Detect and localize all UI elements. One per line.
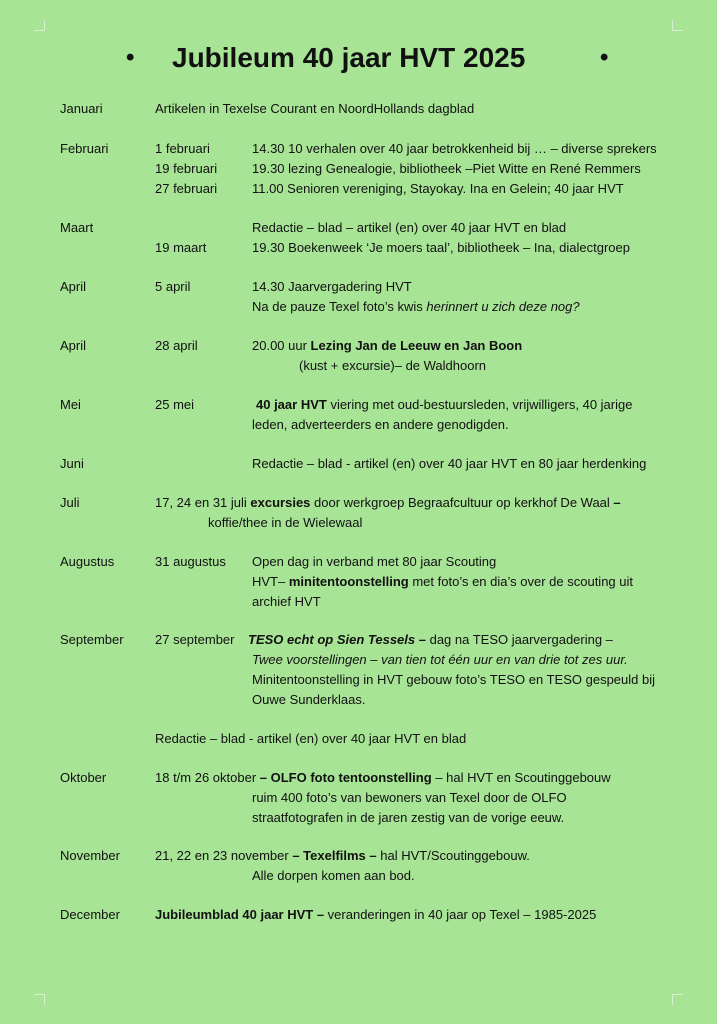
mei-text-1-bold: 40 jaar HVT — [256, 397, 327, 412]
maart-date: 19 maart — [155, 240, 207, 255]
april-2-text-1-plain: 20.00 uur — [252, 338, 311, 353]
oktober-text-1-a: 18 t/m 26 oktober — [155, 770, 260, 785]
september-text-3: Minitentoonstelling in HVT gebouw foto’s TESO en TESO gespeuld bij — [252, 672, 655, 687]
april-1-text-2 — [252, 297, 580, 316]
april-2-text-1 — [252, 336, 522, 355]
juli-text-1-b: door werkgroep Begraafcultuur op kerkhof De Waal — [310, 495, 614, 510]
month-april-1: April — [60, 279, 87, 294]
december-text-plain: veranderingen in 40 jaar op Texel – 1985-2025 — [324, 907, 597, 922]
mei-text-2: leden, adverteerders en andere genodigden. — [252, 417, 509, 432]
november-text-1-b: hal HVT/Scoutinggebouw. — [376, 848, 530, 863]
september-text-2: Twee voorstellingen – van tien tot één uur en van drie tot zes uur. — [252, 652, 628, 667]
juli-text-1 — [155, 493, 621, 512]
crop-mark-top-right — [672, 20, 683, 31]
month-januari: Januari — [60, 101, 103, 116]
november-text-1 — [155, 846, 530, 865]
maart-text-1: Redactie – blad – artikel (en) over 40 jaar HVT en blad — [252, 220, 567, 235]
september-text-4: Ouwe Sunderklaas. — [252, 692, 366, 707]
oktober-text-1-bold: – OLFO foto tentoonstelling — [259, 770, 432, 785]
month-september: September — [60, 632, 124, 647]
september-text-1-plain: dag na TESO jaarvergadering – — [425, 632, 613, 647]
november-text-1-a: 21, 22 en 23 november — [155, 848, 293, 863]
september-text-1-dash: – — [415, 632, 426, 647]
month-november: November — [60, 848, 120, 863]
month-juli: Juli — [60, 495, 80, 510]
november-text-1-bold: – Texelfilms – — [292, 848, 377, 863]
april-1-text-2-italic: herinnert u zich deze nog? — [426, 299, 580, 314]
mei-text-1-plain: viering met oud-bestuursleden, vrijwilligers, 40 jarige — [326, 397, 633, 412]
month-december: December — [60, 907, 120, 922]
month-mei: Mei — [60, 397, 81, 412]
month-juni: Juni — [60, 456, 84, 471]
februari-date-3: 27 februari — [155, 181, 218, 196]
juni-text: Redactie – blad - artikel (en) over 40 jaar HVT en 80 jaar herdenking — [252, 456, 647, 471]
month-februari: Februari — [60, 141, 109, 156]
september-date: 27 september — [155, 632, 235, 647]
crop-mark-bottom-right — [672, 994, 683, 1005]
december-text-bold: Jubileumblad 40 jaar HVT – — [155, 907, 325, 922]
oktober-text-1 — [155, 768, 611, 787]
month-augustus: Augustus — [60, 554, 115, 569]
september-text-1-bold-italic: TESO echt op Sien Tessels — [248, 632, 416, 647]
januari-text: Artikelen in Texelse Courant en NoordHollands dagblad — [155, 101, 475, 116]
month-april-2: April — [60, 338, 87, 353]
crop-mark-top-left — [34, 20, 45, 31]
november-text-2: Alle dorpen komen aan bod. — [252, 868, 415, 883]
crop-mark-bottom-left — [34, 994, 45, 1005]
september-redactie: Redactie – blad - artikel (en) over 40 jaar HVT en blad — [155, 731, 467, 746]
augustus-text-2-a: HVT– — [252, 574, 289, 589]
oktober-text-2: ruim 400 foto’s van bewoners van Texel door de OLFO — [252, 790, 567, 805]
title-row — [0, 38, 717, 78]
title-bullet-right: • — [600, 44, 609, 71]
februari-text-3: 11.00 Senioren vereniging, Stayokay. Ina en Gelein; 40 jaar HVT — [252, 181, 624, 196]
december-text — [155, 905, 596, 924]
augustus-text-1: Open dag in verband met 80 jaar Scouting — [252, 554, 497, 569]
april-1-text-2-plain: Na de pauze Texel foto’s kwis — [252, 299, 427, 314]
augustus-text-2 — [252, 572, 633, 591]
page-title: Jubileum 40 jaar HVT 2025 — [172, 42, 526, 73]
april-2-text-1-bold: Lezing Jan de Leeuw en Jan Boon — [310, 338, 523, 353]
april-1-date: 5 april — [155, 279, 191, 294]
februari-date-2: 19 februari — [155, 161, 218, 176]
mei-date: 25 mei — [155, 397, 195, 412]
month-maart: Maart — [60, 220, 94, 235]
juli-text-1-bold: excursies — [250, 495, 311, 510]
februari-text-2: 19.30 lezing Genealogie, bibliotheek –Piet Witte en René Remmers — [252, 161, 641, 176]
augustus-text-3: archief HVT — [252, 594, 321, 609]
title-bullet-left: • — [126, 44, 135, 71]
februari-text-1: 14.30 10 verhalen over 40 jaar betrokkenheid bij … – diverse sprekers — [252, 141, 657, 156]
mei-text-1 — [256, 395, 632, 414]
april-1-text-1: 14.30 Jaarvergadering HVT — [252, 279, 412, 294]
juli-text-1-dash: – — [613, 495, 621, 510]
month-oktober: Oktober — [60, 770, 107, 785]
augustus-text-2-b: met foto’s en dia’s over de scouting uit — [408, 574, 633, 589]
maart-text-2: 19.30 Boekenweek ‘Je moers taal’, bibliotheek – Ina, dialectgroep — [252, 240, 630, 255]
oktober-text-3: straatfotografen in de jaren zestig van de vorige eeuw. — [252, 810, 565, 825]
april-2-text-2: (kust + excursie)– de Waldhoorn — [299, 358, 487, 373]
september-text-1 — [248, 630, 613, 649]
februari-date-1: 1 februari — [155, 141, 210, 156]
augustus-text-2-bold: minitentoonstelling — [288, 574, 409, 589]
april-2-date: 28 april — [155, 338, 198, 353]
juli-text-1-a: 17, 24 en 31 juli — [155, 495, 251, 510]
augustus-date: 31 augustus — [155, 554, 226, 569]
oktober-text-1-b: – hal HVT en Scoutinggebouw — [431, 770, 611, 785]
juli-text-2: koffie/thee in de Wielewaal — [208, 515, 363, 530]
